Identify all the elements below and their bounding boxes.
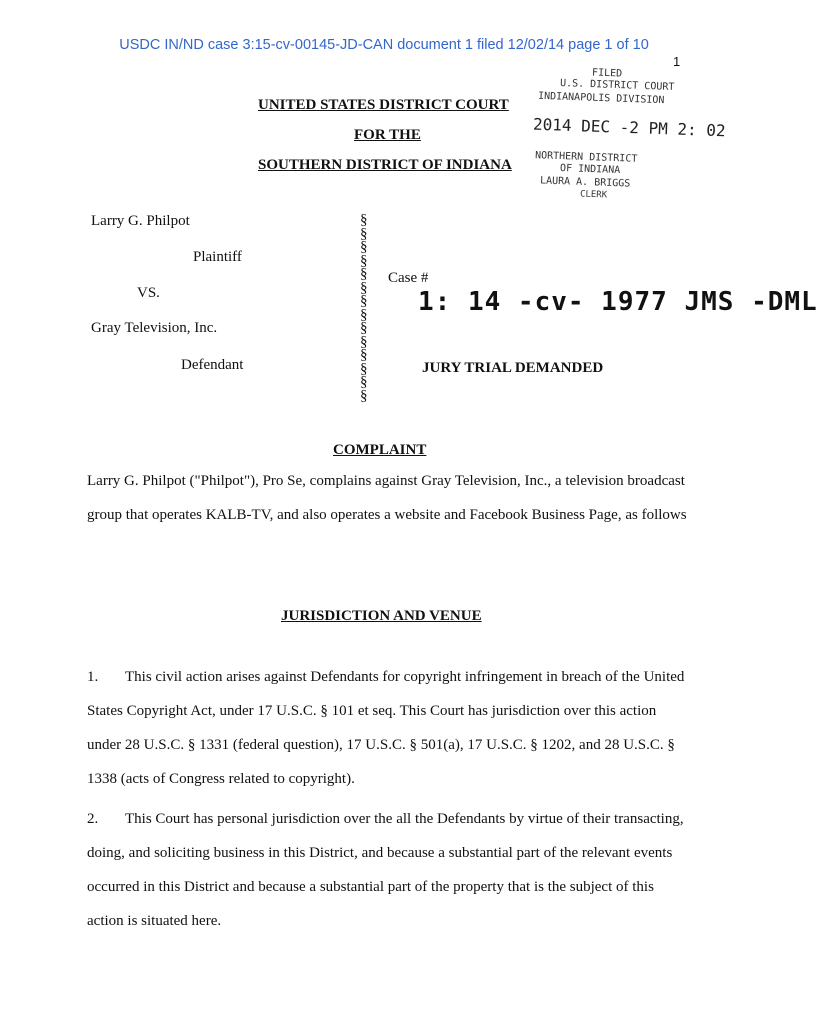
stamp-clerk-name: LAURA A. BRIGGS [539, 175, 631, 190]
versus: VS. [137, 285, 160, 301]
page-number: 1 [673, 54, 681, 69]
plaintiff-label: Plaintiff [193, 249, 242, 265]
stamp-division: INDIANAPOLIS DIVISION [537, 90, 665, 107]
paragraph-2 [87, 802, 687, 938]
section-marks: § § § § § § § § § § § § § § [360, 212, 368, 404]
jury-demand: JURY TRIAL DEMANDED [422, 360, 604, 376]
stamp-filed: FILED [591, 67, 623, 80]
court-district: SOUTHERN DISTRICT OF INDIANA [258, 157, 512, 173]
defendant-label: Defendant [181, 357, 244, 373]
jurisdiction-heading: JURISDICTION AND VENUE [281, 608, 482, 624]
stamp-court: U.S. DISTRICT COURT [559, 78, 675, 93]
case-label: Case # [388, 270, 429, 286]
court-for-the: FOR THE [354, 127, 421, 143]
complaint-heading: COMPLAINT [333, 442, 427, 458]
stamp-state: OF INDIANA [559, 162, 621, 177]
plaintiff-name: Larry G. Philpot [91, 213, 190, 229]
paragraph-1-text: This civil action arises against Defendants for copyright infringement in breach of the United States Copyright Act, under 17 U.S.C. § 101 et seq. This Court has jurisdiction over this action under 28 U.S.C. § 1331 (federal question), 17 U.S.C. § 501(a), 17 U.S.C. § 1202, and 28 U.S.C. § 1338 (acts of Congress related to copyright). [87, 669, 685, 787]
stamp-clerk: CLERK [579, 189, 608, 201]
stamp-date: 2014 DEC -2 PM 2: 02 [532, 114, 726, 141]
court-name: UNITED STATES DISTRICT COURT [258, 97, 509, 113]
paragraph-2-number: 2. [87, 811, 99, 827]
case-number: 1: 14 -cv- 1977 JMS -DML [418, 287, 818, 317]
paragraph-1-number: 1. [87, 669, 99, 685]
complaint-intro: Larry G. Philpot ("Philpot"), Pro Se, complains against Gray Television, Inc., a television broadcast group that operates KALB-TV, and also operates a website and Facebook Business Page, as follows [87, 473, 687, 523]
defendant-name: Gray Television, Inc. [91, 320, 218, 336]
docket-header: USDC IN/ND case 3:15-cv-00145-JD-CAN document 1 filed 12/02/14 page 1 of 10 [119, 37, 649, 53]
paragraph-2-text: This Court has personal jurisdiction over the all the Defendants by virtue of their transacting, doing, and soliciting business in this District, and because a substantial part of the relevant events occurred in this District and because a substantial part of the property that is the subject of this action is situated here. [87, 811, 684, 929]
paragraph-1 [87, 660, 687, 796]
stamp-district: NORTHERN DISTRICT [534, 150, 638, 165]
